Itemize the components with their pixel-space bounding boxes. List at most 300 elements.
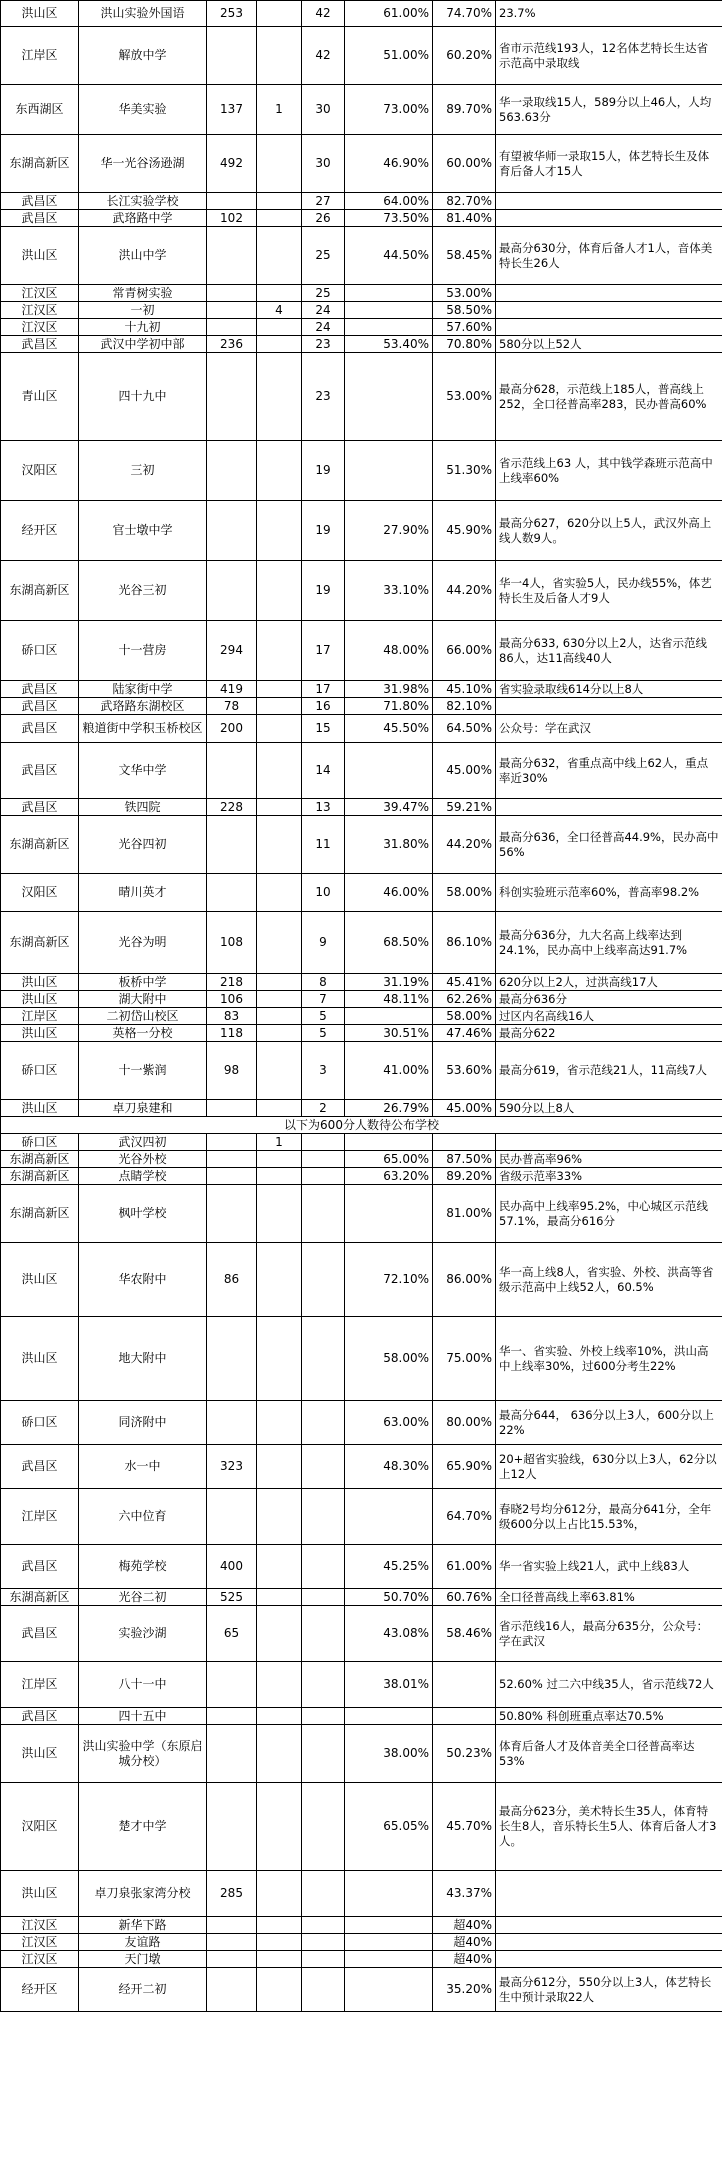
- rate-a-cell: [345, 1708, 433, 1725]
- district-cell: 汉阳区: [1, 874, 79, 912]
- table-row: [1, 1025, 722, 1042]
- table-row: [1, 1968, 722, 2012]
- score-count-cell: 42: [302, 27, 345, 85]
- extra-cell: [257, 1951, 302, 1968]
- district-cell: 洪山区: [1, 1317, 79, 1401]
- rate-b-cell: [433, 1134, 496, 1151]
- district-cell: 江汉区: [1, 1934, 79, 1951]
- score-count-cell: 19: [302, 501, 345, 561]
- table-row: [1, 698, 722, 715]
- score-count-cell: [302, 1185, 345, 1243]
- extra-cell: [257, 1934, 302, 1951]
- note-cell: 过区内名高线16人: [496, 1008, 722, 1025]
- score-count-cell: 24: [302, 302, 345, 319]
- rate-a-cell: 33.10%: [345, 561, 433, 621]
- school-name-cell: 文华中学: [79, 743, 207, 799]
- rate-b-cell: 80.00%: [433, 1401, 496, 1445]
- section-banner: 以下为600分人数待公布学校: [1, 1117, 722, 1134]
- score-count-cell: [302, 1662, 345, 1708]
- note-cell: [496, 193, 722, 210]
- extra-cell: [257, 1008, 302, 1025]
- count-cell: 228: [207, 799, 257, 816]
- rate-a-cell: 48.11%: [345, 991, 433, 1008]
- count-cell: [207, 743, 257, 799]
- count-cell: 86: [207, 1243, 257, 1317]
- school-name-cell: 实验沙湖: [79, 1606, 207, 1662]
- count-cell: 236: [207, 336, 257, 353]
- rate-b-cell: 87.50%: [433, 1151, 496, 1168]
- note-cell: 最高分636分: [496, 991, 722, 1008]
- rate-a-cell: 71.80%: [345, 698, 433, 715]
- rate-a-cell: 63.20%: [345, 1168, 433, 1185]
- school-name-cell: 八十一中: [79, 1662, 207, 1708]
- score-count-cell: 14: [302, 743, 345, 799]
- school-name-cell: 粮道街中学积玉桥校区: [79, 715, 207, 743]
- table-row: [1, 1168, 722, 1185]
- count-cell: 118: [207, 1025, 257, 1042]
- extra-cell: [257, 1317, 302, 1401]
- extra-cell: [257, 1243, 302, 1317]
- rate-a-cell: 65.00%: [345, 1151, 433, 1168]
- district-cell: 江岸区: [1, 1489, 79, 1545]
- extra-cell: [257, 743, 302, 799]
- rate-b-cell: 58.45%: [433, 227, 496, 285]
- extra-cell: [257, 799, 302, 816]
- score-count-cell: 13: [302, 799, 345, 816]
- district-cell: 东西湖区: [1, 85, 79, 135]
- rate-b-cell: 81.00%: [433, 1185, 496, 1243]
- score-count-cell: 25: [302, 227, 345, 285]
- rate-b-cell: 45.90%: [433, 501, 496, 561]
- table-row: [1, 1, 722, 27]
- district-cell: 东湖高新区: [1, 912, 79, 974]
- table-row: [1, 85, 722, 135]
- school-name-cell: 三初: [79, 441, 207, 501]
- school-name-cell: 点睛学校: [79, 1168, 207, 1185]
- district-cell: 东湖高新区: [1, 1589, 79, 1606]
- table-row: [1, 27, 722, 85]
- rate-a-cell: 44.50%: [345, 227, 433, 285]
- rate-b-cell: 89.70%: [433, 85, 496, 135]
- score-count-cell: 30: [302, 135, 345, 193]
- note-cell: 590分以上8人: [496, 1100, 722, 1117]
- table-row: [1, 681, 722, 698]
- count-cell: [207, 1151, 257, 1168]
- count-cell: 294: [207, 621, 257, 681]
- district-cell: 洪山区: [1, 1100, 79, 1117]
- count-cell: 200: [207, 715, 257, 743]
- score-count-cell: [302, 1545, 345, 1589]
- table-row: [1, 1008, 722, 1025]
- rate-b-cell: 70.80%: [433, 336, 496, 353]
- rate-a-cell: [345, 1951, 433, 1968]
- school-name-cell: 梅苑学校: [79, 1545, 207, 1589]
- school-name-cell: 友谊路: [79, 1934, 207, 1951]
- score-count-cell: 11: [302, 816, 345, 874]
- note-cell: 省实验录取线614分以上8人: [496, 681, 722, 698]
- note-cell: 有望被华师一录取15人，体艺特长生及体育后备人才15人: [496, 135, 722, 193]
- district-cell: 武昌区: [1, 336, 79, 353]
- school-name-cell: 十九初: [79, 319, 207, 336]
- table-row: [1, 1871, 722, 1917]
- score-count-cell: 23: [302, 353, 345, 441]
- score-count-cell: [302, 1934, 345, 1951]
- score-count-cell: [302, 1168, 345, 1185]
- school-name-cell: 武珞路中学: [79, 210, 207, 227]
- rate-b-cell: 81.40%: [433, 210, 496, 227]
- rate-b-cell: 62.26%: [433, 991, 496, 1008]
- extra-cell: 1: [257, 1134, 302, 1151]
- school-name-cell: 铁四院: [79, 799, 207, 816]
- note-cell: [496, 1934, 722, 1951]
- rate-a-cell: 38.01%: [345, 1662, 433, 1708]
- district-cell: 洪山区: [1, 227, 79, 285]
- school-name-cell: 华农附中: [79, 1243, 207, 1317]
- rate-a-cell: 53.40%: [345, 336, 433, 353]
- district-cell: 江汉区: [1, 1951, 79, 1968]
- rate-b-cell: 58.50%: [433, 302, 496, 319]
- district-cell: 硚口区: [1, 1042, 79, 1100]
- school-name-cell: 十一营房: [79, 621, 207, 681]
- note-cell: [496, 1951, 722, 1968]
- rate-a-cell: [345, 441, 433, 501]
- district-cell: 武昌区: [1, 743, 79, 799]
- district-cell: 硚口区: [1, 621, 79, 681]
- score-count-cell: 17: [302, 621, 345, 681]
- note-cell: [496, 302, 722, 319]
- district-cell: 东湖高新区: [1, 135, 79, 193]
- count-cell: [207, 501, 257, 561]
- rate-b-cell: 44.20%: [433, 816, 496, 874]
- table-row: [1, 1401, 722, 1445]
- rate-b-cell: 44.20%: [433, 561, 496, 621]
- note-cell: 最高分612分，550分以上3人，体艺特长生中预计录取22人: [496, 1968, 722, 2012]
- note-cell: 52.60% 过二六中线35人，省示范线72人: [496, 1662, 722, 1708]
- table-row: [1, 227, 722, 285]
- rate-a-cell: 51.00%: [345, 27, 433, 85]
- rate-b-cell: 53.00%: [433, 285, 496, 302]
- table-row: [1, 1100, 722, 1117]
- rate-a-cell: 31.80%: [345, 816, 433, 874]
- rate-b-cell: 60.20%: [433, 27, 496, 85]
- rate-a-cell: 73.00%: [345, 85, 433, 135]
- note-cell: 最高分627，620分以上5人，武汉外高上线人数9人。: [496, 501, 722, 561]
- count-cell: [207, 441, 257, 501]
- rate-a-cell: [345, 302, 433, 319]
- district-cell: 江汉区: [1, 285, 79, 302]
- count-cell: [207, 1968, 257, 2012]
- school-name-cell: 光谷四初: [79, 816, 207, 874]
- count-cell: 419: [207, 681, 257, 698]
- table-row: [1, 1243, 722, 1317]
- school-name-cell: 光谷二初: [79, 1589, 207, 1606]
- district-cell: 洪山区: [1, 991, 79, 1008]
- extra-cell: [257, 1662, 302, 1708]
- district-cell: 洪山区: [1, 1, 79, 27]
- count-cell: [207, 1934, 257, 1951]
- rate-b-cell: 89.20%: [433, 1168, 496, 1185]
- count-cell: 106: [207, 991, 257, 1008]
- score-count-cell: 7: [302, 991, 345, 1008]
- rate-b-cell: 53.00%: [433, 353, 496, 441]
- extra-cell: [257, 1545, 302, 1589]
- extra-cell: [257, 1589, 302, 1606]
- extra-cell: [257, 715, 302, 743]
- rate-b-cell: 45.70%: [433, 1783, 496, 1871]
- count-cell: 78: [207, 698, 257, 715]
- extra-cell: [257, 1725, 302, 1783]
- rate-b-cell: 74.70%: [433, 1, 496, 27]
- extra-cell: [257, 353, 302, 441]
- rate-a-cell: 63.00%: [345, 1401, 433, 1445]
- school-name-cell: 湖大附中: [79, 991, 207, 1008]
- rate-a-cell: 50.70%: [345, 1589, 433, 1606]
- extra-cell: [257, 319, 302, 336]
- school-name-cell: 洪山实验中学（东原启城分校）: [79, 1725, 207, 1783]
- note-cell: 省示范线16人，最高分635分，公众号：学在武汉: [496, 1606, 722, 1662]
- district-cell: 江岸区: [1, 1008, 79, 1025]
- count-cell: [207, 816, 257, 874]
- score-count-cell: 19: [302, 441, 345, 501]
- rate-a-cell: [345, 1185, 433, 1243]
- district-cell: 武昌区: [1, 799, 79, 816]
- rate-a-cell: 46.90%: [345, 135, 433, 193]
- note-cell: 体育后备人才及体音美全口径普高率达53%: [496, 1725, 722, 1783]
- table-row: [1, 1589, 722, 1606]
- score-count-cell: 26: [302, 210, 345, 227]
- school-name-cell: 一初: [79, 302, 207, 319]
- school-name-cell: 板桥中学: [79, 974, 207, 991]
- table-row: [1, 1951, 722, 1968]
- school-name-cell: 新华下路: [79, 1917, 207, 1934]
- school-name-cell: 武汉中学初中部: [79, 336, 207, 353]
- rate-b-cell: 65.90%: [433, 1445, 496, 1489]
- extra-cell: [257, 874, 302, 912]
- school-name-cell: 水一中: [79, 1445, 207, 1489]
- extra-cell: 4: [257, 302, 302, 319]
- count-cell: [207, 1134, 257, 1151]
- rate-b-cell: 64.70%: [433, 1489, 496, 1545]
- rate-b-cell: 60.00%: [433, 135, 496, 193]
- extra-cell: [257, 1042, 302, 1100]
- note-cell: 最高分644， 636分以上3人，600分以上22%: [496, 1401, 722, 1445]
- rate-b-cell: 60.76%: [433, 1589, 496, 1606]
- district-cell: 武昌区: [1, 1708, 79, 1725]
- district-cell: 江汉区: [1, 319, 79, 336]
- rate-a-cell: 39.47%: [345, 799, 433, 816]
- extra-cell: [257, 974, 302, 991]
- rate-b-cell: 35.20%: [433, 1968, 496, 2012]
- district-cell: 汉阳区: [1, 1783, 79, 1871]
- district-cell: 武昌区: [1, 698, 79, 715]
- extra-cell: [257, 210, 302, 227]
- score-count-cell: [302, 1401, 345, 1445]
- extra-cell: [257, 561, 302, 621]
- note-cell: 科创实验班示范率60%，普高率98.2%: [496, 874, 722, 912]
- note-cell: [496, 799, 722, 816]
- table-row: [1, 1042, 722, 1100]
- rate-b-cell: 45.41%: [433, 974, 496, 991]
- note-cell: [496, 285, 722, 302]
- school-name-cell: 洪山中学: [79, 227, 207, 285]
- table-row: [1, 816, 722, 874]
- rate-a-cell: [345, 1968, 433, 2012]
- table-row: [1, 799, 722, 816]
- table-row: [1, 621, 722, 681]
- extra-cell: [257, 1606, 302, 1662]
- score-count-cell: [302, 1917, 345, 1934]
- district-cell: 经开区: [1, 501, 79, 561]
- note-cell: [496, 1917, 722, 1934]
- rate-b-cell: 45.00%: [433, 1100, 496, 1117]
- count-cell: 323: [207, 1445, 257, 1489]
- count-cell: 525: [207, 1589, 257, 1606]
- note-cell: 省市示范线193人，12名体艺特长生达省示范高中录取线: [496, 27, 722, 85]
- score-count-cell: 27: [302, 193, 345, 210]
- score-count-cell: 24: [302, 319, 345, 336]
- rate-b-cell: 86.00%: [433, 1243, 496, 1317]
- score-count-cell: [302, 1951, 345, 1968]
- note-cell: [496, 698, 722, 715]
- school-name-cell: 光谷为明: [79, 912, 207, 974]
- extra-cell: [257, 336, 302, 353]
- extra-cell: [257, 1151, 302, 1168]
- extra-cell: [257, 1185, 302, 1243]
- school-name-cell: 六中位育: [79, 1489, 207, 1545]
- extra-cell: [257, 1708, 302, 1725]
- extra-cell: [257, 1489, 302, 1545]
- note-cell: 580分以上52人: [496, 336, 722, 353]
- count-cell: 65: [207, 1606, 257, 1662]
- rate-a-cell: [345, 1489, 433, 1545]
- count-cell: [207, 1100, 257, 1117]
- note-cell: 华一高上线8人，省实验、外校、洪高等省级示范高中上线52人，60.5%: [496, 1243, 722, 1317]
- count-cell: [207, 353, 257, 441]
- score-count-cell: [302, 1134, 345, 1151]
- count-cell: [207, 302, 257, 319]
- extra-cell: [257, 621, 302, 681]
- rate-a-cell: 38.00%: [345, 1725, 433, 1783]
- note-cell: 省示范线上63 人，其中钱学森班示范高中上线率60%: [496, 441, 722, 501]
- rate-b-cell: [433, 1708, 496, 1725]
- table-row: [1, 1934, 722, 1951]
- district-cell: 武昌区: [1, 1445, 79, 1489]
- rate-b-cell: 43.37%: [433, 1871, 496, 1917]
- note-cell: 最高分623分，美术特长生35人，体育特长生8人，音乐特长生5人、体育后备人才3人。: [496, 1783, 722, 1871]
- extra-cell: [257, 1445, 302, 1489]
- count-cell: [207, 1317, 257, 1401]
- count-cell: [207, 1708, 257, 1725]
- school-name-cell: 地大附中: [79, 1317, 207, 1401]
- table-row: [1, 974, 722, 991]
- table-row: [1, 1185, 722, 1243]
- district-cell: 硚口区: [1, 1134, 79, 1151]
- count-cell: [207, 1168, 257, 1185]
- score-count-cell: [302, 1151, 345, 1168]
- school-name-cell: 同济附中: [79, 1401, 207, 1445]
- count-cell: [207, 319, 257, 336]
- rate-a-cell: 45.25%: [345, 1545, 433, 1589]
- score-count-cell: 42: [302, 1, 345, 27]
- district-cell: 江汉区: [1, 302, 79, 319]
- table-row: [1, 1117, 722, 1134]
- note-cell: 民办普高率96%: [496, 1151, 722, 1168]
- count-cell: [207, 1783, 257, 1871]
- count-cell: [207, 1951, 257, 1968]
- rate-a-cell: [345, 353, 433, 441]
- rate-b-cell: 66.00%: [433, 621, 496, 681]
- score-count-cell: [302, 1708, 345, 1725]
- table-row: [1, 1134, 722, 1151]
- count-cell: [207, 227, 257, 285]
- rate-a-cell: 45.50%: [345, 715, 433, 743]
- school-name-cell: 武汉四初: [79, 1134, 207, 1151]
- extra-cell: [257, 27, 302, 85]
- extra-cell: [257, 1871, 302, 1917]
- district-cell: 东湖高新区: [1, 1185, 79, 1243]
- rate-a-cell: 31.19%: [345, 974, 433, 991]
- count-cell: [207, 561, 257, 621]
- school-name-cell: 官士墩中学: [79, 501, 207, 561]
- extra-cell: [257, 135, 302, 193]
- score-count-cell: [302, 1317, 345, 1401]
- note-cell: 23.7%: [496, 1, 722, 27]
- rate-b-cell: 超40%: [433, 1934, 496, 1951]
- school-name-cell: 卓刀泉建和: [79, 1100, 207, 1117]
- count-cell: [207, 1662, 257, 1708]
- extra-cell: 1: [257, 85, 302, 135]
- extra-cell: [257, 991, 302, 1008]
- score-count-cell: [302, 1243, 345, 1317]
- rate-b-cell: 86.10%: [433, 912, 496, 974]
- table-row: [1, 561, 722, 621]
- rate-a-cell: 41.00%: [345, 1042, 433, 1100]
- count-cell: 285: [207, 1871, 257, 1917]
- school-name-cell: 晴川英才: [79, 874, 207, 912]
- note-cell: 华一录取线15人，589分以上46人，人均563.63分: [496, 85, 722, 135]
- extra-cell: [257, 285, 302, 302]
- extra-cell: [257, 1100, 302, 1117]
- extra-cell: [257, 501, 302, 561]
- note-cell: 华一、省实验、外校上线率10%，洪山高中上线率30%，过600分考生22%: [496, 1317, 722, 1401]
- count-cell: [207, 1401, 257, 1445]
- extra-cell: [257, 1025, 302, 1042]
- district-cell: 武昌区: [1, 1606, 79, 1662]
- rate-a-cell: 27.90%: [345, 501, 433, 561]
- note-cell: 最高分619，省示范线21人，11高线7人: [496, 1042, 722, 1100]
- table-row: [1, 715, 722, 743]
- rate-a-cell: [345, 1008, 433, 1025]
- score-count-cell: [302, 1445, 345, 1489]
- note-cell: 620分以上2人，过洪高线17人: [496, 974, 722, 991]
- school-name-cell: 洪山实验外国语: [79, 1, 207, 27]
- school-name-cell: 华美实验: [79, 85, 207, 135]
- count-cell: 102: [207, 210, 257, 227]
- rate-a-cell: 72.10%: [345, 1243, 433, 1317]
- note-cell: 民办高中上线率95.2%，中心城区示范线57.1%，最高分616分: [496, 1185, 722, 1243]
- count-cell: [207, 193, 257, 210]
- school-name-cell: 解放中学: [79, 27, 207, 85]
- district-cell: 武昌区: [1, 681, 79, 698]
- score-count-cell: 5: [302, 1008, 345, 1025]
- district-cell: 武昌区: [1, 1545, 79, 1589]
- rate-b-cell: 75.00%: [433, 1317, 496, 1401]
- score-count-cell: [302, 1783, 345, 1871]
- score-count-cell: 25: [302, 285, 345, 302]
- count-cell: [207, 27, 257, 85]
- extra-cell: [257, 227, 302, 285]
- school-name-cell: 卓刀泉张家湾分校: [79, 1871, 207, 1917]
